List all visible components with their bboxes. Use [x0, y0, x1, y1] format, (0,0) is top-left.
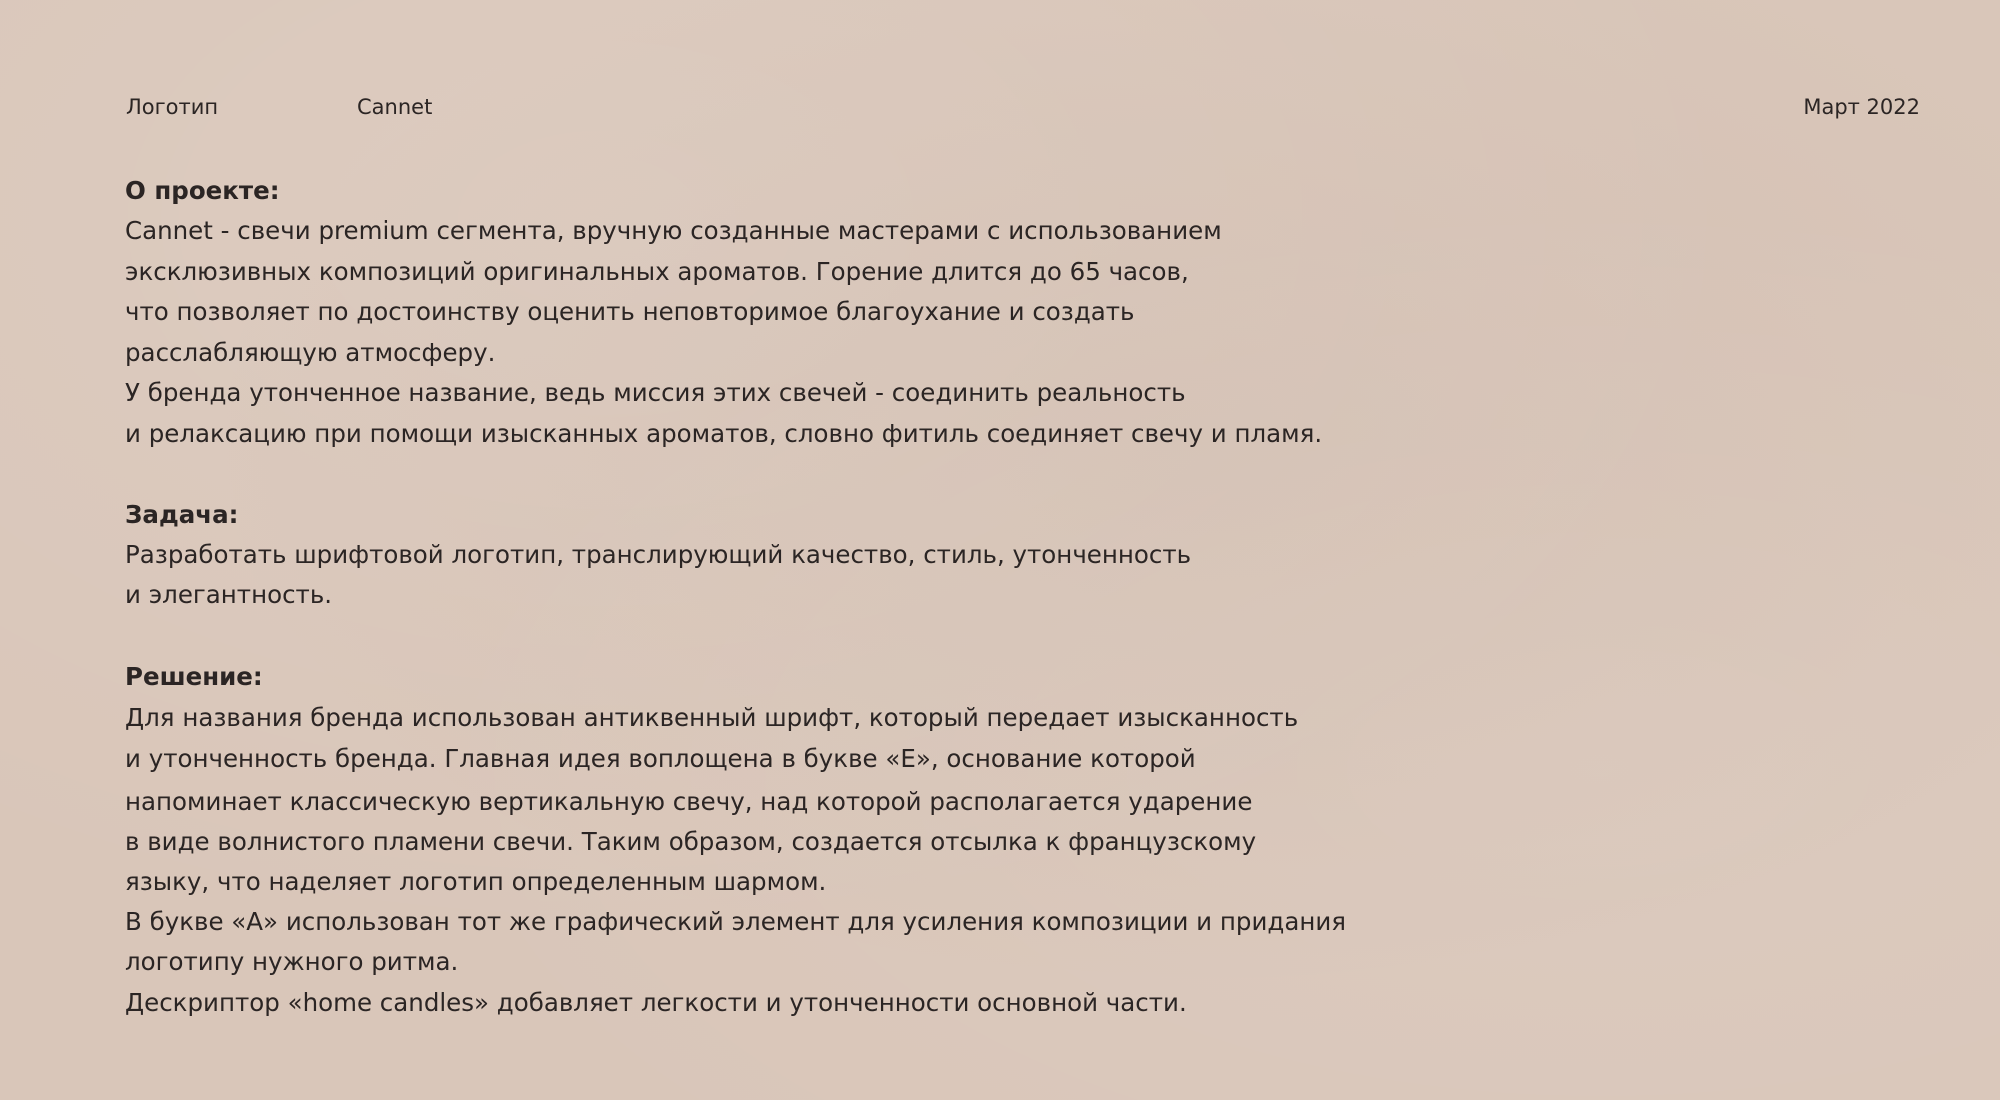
task-title: Задача: — [125, 499, 239, 529]
about-line: эксклюзивных композиций оригинальных ароматов. Горение длится до 65 часов, — [125, 256, 1189, 286]
task-line: Разработать шрифтовой логотип, транслирующий качество, стиль, утонченность — [125, 539, 1192, 569]
header-label: Логотип — [126, 95, 219, 119]
solution-section — [125, 657, 1425, 1024]
about-line: У бренда утонченное название, ведь миссия этих свечей - соединить реальность — [125, 378, 1186, 408]
about-line: и релаксацию при помощи изысканных ароматов, словно фитиль соединяет свечу и пламя. — [125, 418, 1323, 448]
about-line: Cannet - свечи premium сегмента, вручную созданные мастерами с использованием — [125, 216, 1222, 245]
solution-line: логотипу нужного ритма. — [125, 947, 459, 977]
about-section — [125, 171, 1425, 455]
task-section — [125, 495, 1425, 616]
solution-title: Решение: — [125, 661, 263, 691]
task-line: и элегантность. — [125, 580, 333, 610]
solution-line: в виде волнистого пламени свечи. Таким образом, создается отсылка к французскому — [125, 827, 1257, 857]
content — [125, 171, 1425, 1023]
solution-line: Для названия бренда использован антиквенный шрифт, который передает изысканность — [125, 702, 1299, 732]
about-line: расслабляющую атмосферу. — [125, 337, 496, 367]
about-line: что позволяет по достоинству оценить неповторимое благоухание и создать — [125, 297, 1135, 327]
solution-line: В букве «А» использован тот же графический элемент для усиления композиции и придания — [125, 907, 1347, 937]
header-date: Март 2022 — [1803, 95, 1920, 119]
header — [126, 92, 1920, 122]
solution-line: напоминает классическую вертикальную свечу, над которой располагается ударение — [125, 787, 1253, 817]
solution-line: и утонченность бренда. Главная идея воплощена в букве «Е», основание которой — [125, 744, 1196, 774]
header-brand: Cannet — [357, 95, 433, 119]
solution-line: Дескриптор «home candles» добавляет легкости и утонченности основной части. — [125, 988, 1187, 1018]
about-title: О проекте: — [125, 176, 280, 205]
solution-line: языку, что наделяет логотип определенным шармом. — [125, 867, 827, 897]
